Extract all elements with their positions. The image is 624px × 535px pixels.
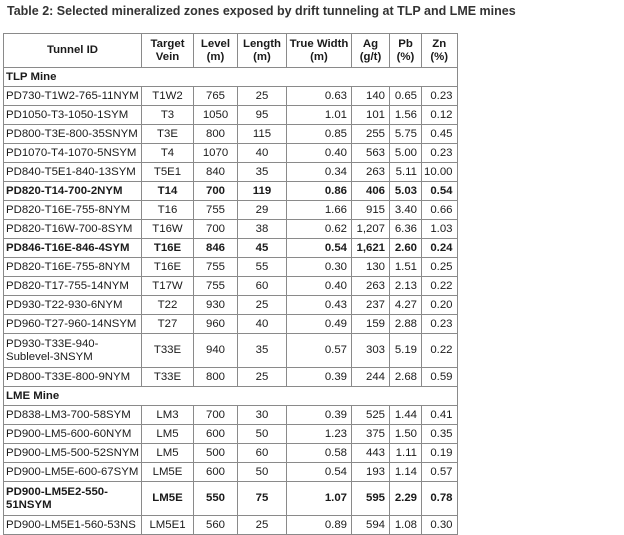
ag-cell: 594 xyxy=(352,516,390,535)
pb-cell: 1.11 xyxy=(390,444,422,463)
level-cell: 846 xyxy=(194,239,238,258)
true-width-cell: 0.58 xyxy=(287,444,352,463)
true-width-cell: 0.49 xyxy=(287,315,352,334)
true-width-cell: 0.30 xyxy=(287,258,352,277)
true-width-cell: 0.54 xyxy=(287,463,352,482)
zn-cell: 0.23 xyxy=(422,315,458,334)
table-row xyxy=(4,482,458,516)
ag-cell: 595 xyxy=(352,482,390,516)
ag-cell: 263 xyxy=(352,163,390,182)
table-row xyxy=(4,125,458,144)
true-width-cell: 0.43 xyxy=(287,296,352,315)
table-row xyxy=(4,277,458,296)
zn-cell: 0.54 xyxy=(422,182,458,201)
pb-cell: 3.40 xyxy=(390,201,422,220)
header-tunnel-id: Tunnel ID xyxy=(4,34,142,68)
tunnel-id-cell: PD1050-T3-1050-1SYM xyxy=(4,106,142,125)
table-row xyxy=(4,163,458,182)
zn-cell: 0.22 xyxy=(422,334,458,368)
length-cell: 25 xyxy=(238,368,287,387)
level-cell: 960 xyxy=(194,315,238,334)
ag-cell: 525 xyxy=(352,406,390,425)
ag-cell: 1,621 xyxy=(352,239,390,258)
length-cell: 50 xyxy=(238,425,287,444)
true-width-cell: 0.54 xyxy=(287,239,352,258)
table-row xyxy=(4,220,458,239)
length-cell: 40 xyxy=(238,144,287,163)
target-vein-cell: T16W xyxy=(142,220,194,239)
target-vein-cell: LM3 xyxy=(142,406,194,425)
level-cell: 1070 xyxy=(194,144,238,163)
target-vein-cell: T3 xyxy=(142,106,194,125)
target-vein-cell: T22 xyxy=(142,296,194,315)
target-vein-cell: T17W xyxy=(142,277,194,296)
level-cell: 755 xyxy=(194,277,238,296)
table-row xyxy=(4,406,458,425)
tunnel-id-cell: PD900-LM5-600-60NYM xyxy=(4,425,142,444)
length-cell: 25 xyxy=(238,87,287,106)
ag-cell: 303 xyxy=(352,334,390,368)
header-true-width: True Width (m) xyxy=(287,34,352,68)
target-vein-cell: LM5E xyxy=(142,463,194,482)
pb-cell: 5.19 xyxy=(390,334,422,368)
target-vein-cell: LM5 xyxy=(142,425,194,444)
pb-cell: 5.00 xyxy=(390,144,422,163)
length-cell: 35 xyxy=(238,334,287,368)
section-row xyxy=(4,68,458,87)
pb-cell: 1.14 xyxy=(390,463,422,482)
ag-cell: 255 xyxy=(352,125,390,144)
table-row xyxy=(4,239,458,258)
target-vein-cell: T27 xyxy=(142,315,194,334)
tunnel-id-cell: PD840-T5E1-840-13SYM xyxy=(4,163,142,182)
tunnel-id-cell: PD900-LM5-500-52SNYM xyxy=(4,444,142,463)
zn-cell: 0.23 xyxy=(422,144,458,163)
level-cell: 755 xyxy=(194,201,238,220)
pb-cell: 5.75 xyxy=(390,125,422,144)
length-cell: 30 xyxy=(238,406,287,425)
section-label: LME Mine xyxy=(4,387,458,406)
target-vein-cell: LM5 xyxy=(142,444,194,463)
tunnel-id-cell: PD846-T16E-846-4SYM xyxy=(4,239,142,258)
zn-cell: 0.20 xyxy=(422,296,458,315)
zn-cell: 0.19 xyxy=(422,444,458,463)
header-zn: Zn (%) xyxy=(422,34,458,68)
zn-cell: 0.41 xyxy=(422,406,458,425)
header-pb: Pb (%) xyxy=(390,34,422,68)
true-width-cell: 0.89 xyxy=(287,516,352,535)
tunnel-id-cell: PD820-T17-755-14NYM xyxy=(4,277,142,296)
table-row xyxy=(4,463,458,482)
length-cell: 40 xyxy=(238,315,287,334)
level-cell: 1050 xyxy=(194,106,238,125)
level-cell: 930 xyxy=(194,296,238,315)
length-cell: 119 xyxy=(238,182,287,201)
tunnel-id-cell: PD900-LM5E-600-67SYM xyxy=(4,463,142,482)
ag-cell: 915 xyxy=(352,201,390,220)
header-length: Length (m) xyxy=(238,34,287,68)
tunnel-id-cell: PD800-T3E-800-35SNYM xyxy=(4,125,142,144)
target-vein-cell: LM5E1 xyxy=(142,516,194,535)
zn-cell: 0.78 xyxy=(422,482,458,516)
tunnel-id-cell: PD820-T16E-755-8NYM xyxy=(4,201,142,220)
level-cell: 765 xyxy=(194,87,238,106)
length-cell: 50 xyxy=(238,463,287,482)
tunnel-id-cell: PD900-LM5E1-560-53NS xyxy=(4,516,142,535)
length-cell: 75 xyxy=(238,482,287,516)
pb-cell: 0.65 xyxy=(390,87,422,106)
tunnel-id-cell: PD930-T22-930-6NYM xyxy=(4,296,142,315)
zn-cell: 0.30 xyxy=(422,516,458,535)
zn-cell: 0.12 xyxy=(422,106,458,125)
tunnel-id-cell: PD820-T14-700-2NYM xyxy=(4,182,142,201)
pb-cell: 2.29 xyxy=(390,482,422,516)
length-cell: 35 xyxy=(238,163,287,182)
target-vein-cell: T33E xyxy=(142,368,194,387)
true-width-cell: 1.01 xyxy=(287,106,352,125)
ag-cell: 140 xyxy=(352,87,390,106)
table-row xyxy=(4,258,458,277)
ag-cell: 101 xyxy=(352,106,390,125)
level-cell: 800 xyxy=(194,125,238,144)
length-cell: 95 xyxy=(238,106,287,125)
level-cell: 700 xyxy=(194,406,238,425)
pb-cell: 1.08 xyxy=(390,516,422,535)
level-cell: 700 xyxy=(194,182,238,201)
length-cell: 55 xyxy=(238,258,287,277)
true-width-cell: 0.39 xyxy=(287,406,352,425)
level-cell: 755 xyxy=(194,258,238,277)
true-width-cell: 0.63 xyxy=(287,87,352,106)
level-cell: 500 xyxy=(194,444,238,463)
ag-cell: 563 xyxy=(352,144,390,163)
zn-cell: 10.00 xyxy=(422,163,458,182)
ag-cell: 244 xyxy=(352,368,390,387)
table-row xyxy=(4,334,458,368)
tunnel-id-cell: PD900-LM5E2-550-51NSYM xyxy=(4,482,142,516)
tunnel-id-cell: PD730-T1W2-765-11NYM xyxy=(4,87,142,106)
length-cell: 25 xyxy=(238,516,287,535)
ag-cell: 159 xyxy=(352,315,390,334)
pb-cell: 2.60 xyxy=(390,239,422,258)
ag-cell: 375 xyxy=(352,425,390,444)
true-width-cell: 0.62 xyxy=(287,220,352,239)
table-row xyxy=(4,144,458,163)
true-width-cell: 0.34 xyxy=(287,163,352,182)
target-vein-cell: T1W2 xyxy=(142,87,194,106)
true-width-cell: 0.40 xyxy=(287,144,352,163)
ag-cell: 130 xyxy=(352,258,390,277)
level-cell: 600 xyxy=(194,425,238,444)
table-row xyxy=(4,87,458,106)
zn-cell: 0.45 xyxy=(422,125,458,144)
header-row xyxy=(4,34,458,68)
table-row xyxy=(4,425,458,444)
target-vein-cell: T16E xyxy=(142,258,194,277)
table-row xyxy=(4,368,458,387)
target-vein-cell: T14 xyxy=(142,182,194,201)
table-row xyxy=(4,201,458,220)
table-body xyxy=(4,68,458,535)
target-vein-cell: LM5E xyxy=(142,482,194,516)
pb-cell: 5.11 xyxy=(390,163,422,182)
target-vein-cell: T33E xyxy=(142,334,194,368)
table-row xyxy=(4,444,458,463)
true-width-cell: 0.86 xyxy=(287,182,352,201)
zn-cell: 0.25 xyxy=(422,258,458,277)
true-width-cell: 0.40 xyxy=(287,277,352,296)
mineralized-zones-table xyxy=(3,33,458,535)
table-row xyxy=(4,315,458,334)
target-vein-cell: T16E xyxy=(142,239,194,258)
pb-cell: 1.56 xyxy=(390,106,422,125)
zn-cell: 0.57 xyxy=(422,463,458,482)
ag-cell: 443 xyxy=(352,444,390,463)
pb-cell: 2.88 xyxy=(390,315,422,334)
tunnel-id-cell: PD1070-T4-1070-5NSYM xyxy=(4,144,142,163)
ag-cell: 193 xyxy=(352,463,390,482)
pb-cell: 1.51 xyxy=(390,258,422,277)
true-width-cell: 0.57 xyxy=(287,334,352,368)
tunnel-id-cell: PD960-T27-960-14NSYM xyxy=(4,315,142,334)
level-cell: 940 xyxy=(194,334,238,368)
tunnel-id-cell: PD820-T16E-755-8NYM xyxy=(4,258,142,277)
level-cell: 840 xyxy=(194,163,238,182)
level-cell: 550 xyxy=(194,482,238,516)
pb-cell: 4.27 xyxy=(390,296,422,315)
tunnel-id-cell: PD838-LM3-700-58SYM xyxy=(4,406,142,425)
zn-cell: 0.22 xyxy=(422,277,458,296)
table-row xyxy=(4,106,458,125)
zn-cell: 0.59 xyxy=(422,368,458,387)
header-target-vein: Target Vein xyxy=(142,34,194,68)
table-row xyxy=(4,516,458,535)
length-cell: 60 xyxy=(238,277,287,296)
length-cell: 38 xyxy=(238,220,287,239)
header-ag: Ag (g/t) xyxy=(352,34,390,68)
true-width-cell: 1.66 xyxy=(287,201,352,220)
level-cell: 800 xyxy=(194,368,238,387)
pb-cell: 2.68 xyxy=(390,368,422,387)
section-label: TLP Mine xyxy=(4,68,458,87)
tunnel-id-cell: PD930-T33E-940-Sublevel-3NSYM xyxy=(4,334,142,368)
ag-cell: 263 xyxy=(352,277,390,296)
pb-cell: 6.36 xyxy=(390,220,422,239)
level-cell: 560 xyxy=(194,516,238,535)
zn-cell: 1.03 xyxy=(422,220,458,239)
true-width-cell: 1.23 xyxy=(287,425,352,444)
table-row xyxy=(4,296,458,315)
ag-cell: 1,207 xyxy=(352,220,390,239)
table-row xyxy=(4,182,458,201)
target-vein-cell: T5E1 xyxy=(142,163,194,182)
length-cell: 45 xyxy=(238,239,287,258)
ag-cell: 237 xyxy=(352,296,390,315)
target-vein-cell: T16 xyxy=(142,201,194,220)
target-vein-cell: T4 xyxy=(142,144,194,163)
length-cell: 115 xyxy=(238,125,287,144)
pb-cell: 1.50 xyxy=(390,425,422,444)
zn-cell: 0.35 xyxy=(422,425,458,444)
length-cell: 29 xyxy=(238,201,287,220)
zn-cell: 0.66 xyxy=(422,201,458,220)
tunnel-id-cell: PD820-T16W-700-8SYM xyxy=(4,220,142,239)
pb-cell: 1.44 xyxy=(390,406,422,425)
tunnel-id-cell: PD800-T33E-800-9NYM xyxy=(4,368,142,387)
target-vein-cell: T3E xyxy=(142,125,194,144)
table-title: Table 2: Selected mineralized zones exposed by drift tunneling at TLP and LME mines xyxy=(7,4,516,18)
level-cell: 600 xyxy=(194,463,238,482)
zn-cell: 0.24 xyxy=(422,239,458,258)
ag-cell: 406 xyxy=(352,182,390,201)
pb-cell: 2.13 xyxy=(390,277,422,296)
zn-cell: 0.23 xyxy=(422,87,458,106)
length-cell: 60 xyxy=(238,444,287,463)
level-cell: 700 xyxy=(194,220,238,239)
true-width-cell: 0.85 xyxy=(287,125,352,144)
header-level: Level (m) xyxy=(194,34,238,68)
true-width-cell: 0.39 xyxy=(287,368,352,387)
true-width-cell: 1.07 xyxy=(287,482,352,516)
section-row xyxy=(4,387,458,406)
length-cell: 25 xyxy=(238,296,287,315)
pb-cell: 5.03 xyxy=(390,182,422,201)
